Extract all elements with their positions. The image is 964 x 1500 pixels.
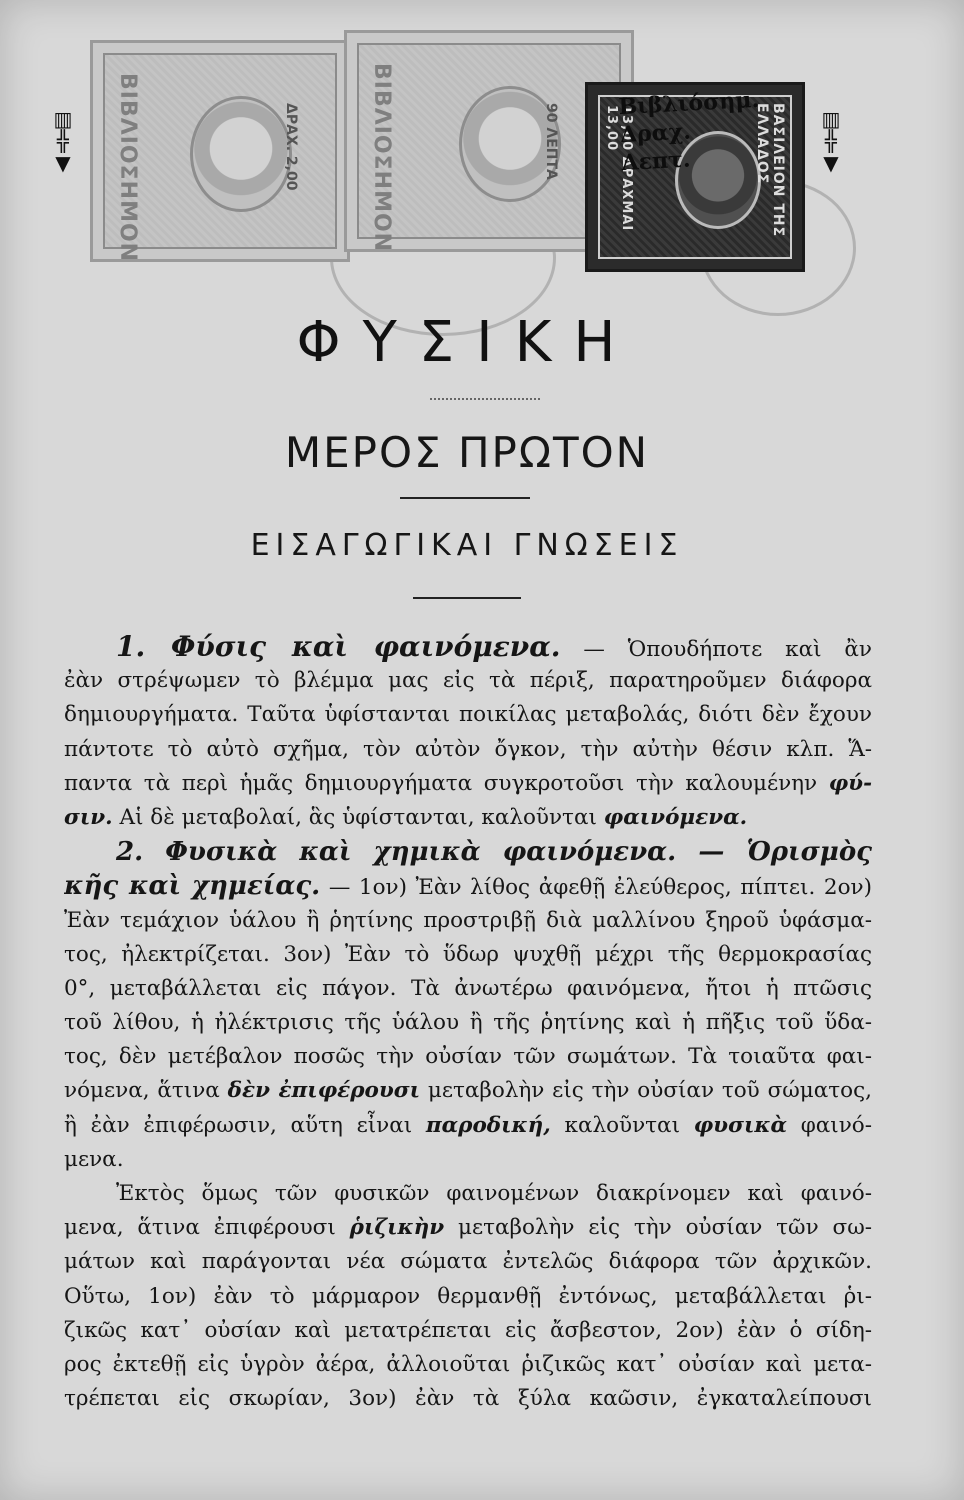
stamp-text: ΒΙΒΛΙΟΣΗΜΟΝ <box>369 63 394 253</box>
text-run: φαινό- <box>800 1112 872 1138</box>
revenue-stamp <box>90 40 350 262</box>
text-line <box>64 835 872 869</box>
text-line: Ἐκτὸς ὅμως τῶν φυσικῶν φαινομένων διακρίνομεν καὶ φαινό- <box>116 1181 872 1206</box>
emphasis: δὲν ἐπιφέρουσι <box>227 1078 421 1104</box>
emphasis: ῥιζικὴν <box>349 1215 445 1241</box>
text-run: μεταβολὴν εἰς τὴν οὐσίαν τοῦ σώματος, <box>427 1078 872 1104</box>
text-run: παντα τὰ περὶ ἡμᾶς δημιουργήματα συγκροτοῦσι τὴν καλουμένην <box>64 770 818 796</box>
text-line <box>64 1109 872 1143</box>
stamp-overprint <box>617 86 760 177</box>
divider <box>400 497 530 499</box>
text-run: — 1ον) Ἐὰν λίθος ἀφεθῇ ἐλεύθερος, πίπτει. 2ον) <box>328 875 872 901</box>
emphasis: φυσικὰ <box>693 1112 788 1138</box>
stamp-text: ΒΑΣΙΛΕΙΟΝ ΤΗΣ ΕΛΛΑΔΟΣ <box>754 103 786 238</box>
text-line <box>64 767 872 801</box>
dotted-divider <box>430 398 540 400</box>
stamp-text: ΒΙΒΛΙΟΣΗΜΟΝ <box>115 73 140 263</box>
text-line <box>64 1074 872 1108</box>
part-heading: ΜΕΡΟΣ ΠΡΩΤΟΝ <box>284 428 650 477</box>
stamp-value: ΔΡΑΧ. 2,00 <box>283 103 299 191</box>
text-line: μάτων καὶ παράγονται νέα σώματα ἐντελῶς διάφορα τῶν ἀρχικῶν. <box>64 1249 872 1275</box>
text-run: — Ὁπουδήποτε καὶ ἂν <box>583 637 872 662</box>
text-line <box>64 1211 872 1245</box>
text-run: καλοῦνται <box>564 1112 681 1138</box>
text-line: 0°, μεταβάλλεται εἰς πάγον. Τὰ ἀνωτέρω φαινόμενα, ἤτοι ἡ πτῶσις <box>64 975 872 1001</box>
text-line: ἐὰν στρέψωμεν τὸ βλέμμα μας εἰς τὰ πέριξ, παρατηροῦμεν διάφορα <box>64 668 872 694</box>
text-line: Ἐὰν τεμάχιον ὑάλου ἢ ῥητίνης προστριβῇ διὰ μαλλίνου ξηροῦ ὑφάσμα- <box>64 907 872 933</box>
left-ornament: ▥ ╬ ▼ <box>53 107 73 175</box>
text-line: τοῦ λίθου, ἡ ἠλέκτρισις τῆς ὑάλου ἢ τῆς ῥητίνης καὶ ἡ πῆξις τοῦ ὕδα- <box>64 1010 872 1036</box>
emphasis: φύ- <box>828 770 872 796</box>
text-line: Οὕτω, 1ον) ἐὰν τὸ μάρμαρον θερμανθῇ ἐντόνως, μεταβάλλεται ῥι- <box>64 1283 872 1309</box>
overprint-line: Λεπτ. <box>620 146 692 177</box>
section-heading: 1. Φύσις καὶ φαινόμενα. <box>116 630 561 663</box>
divider <box>413 597 521 599</box>
text-line: τρέπεται εἰς σκωρίαν, 3ον) ἐὰν τὰ ξύλα καῶσιν, ἐγκαταλείπουσι <box>64 1386 872 1412</box>
stamp-value: 13,00 ΔΡΑΧΜΑΙ 13,00 <box>604 105 634 232</box>
text-line: τος, δὲν μετέβαλον ποσῶς τὴν οὐσίαν τῶν σωμάτων. Τὰ τοιαῦτα φαι- <box>64 1044 872 1070</box>
emphasis: σιν. <box>64 804 113 830</box>
text-line: πάντοτε τὸ αὐτὸ σχῆμα, τὸν αὐτὸν ὄγκον, τὴν αὐτὴν θέσιν κλπ. Ἅ- <box>64 736 872 762</box>
text-run: νόμενα, ἅτινα <box>64 1078 220 1104</box>
text-line <box>64 869 872 903</box>
right-ornament: ▥ ╬ ▼ <box>821 107 841 175</box>
body-text <box>64 630 872 1416</box>
chapter-heading: ΕΙΣΑΓΩΓΙΚΑΙ ΓΝΩΣΕΙΣ <box>250 528 684 563</box>
overprint-line: Δραχ. <box>619 118 692 149</box>
text-line: δημιουργήματα. Ταῦτα ὑφίστανται ποικίλας μεταβολάς, διότι δὲν ἔχουν <box>64 702 872 728</box>
page-title: ΦΥΣΙΚΗ <box>296 310 638 375</box>
overprint-line: Βιβλιόσημ. <box>617 86 760 121</box>
text-line: τος, ἠλεκτρίζεται. 3ον) Ἐὰν τὸ ὕδωρ ψυχθῇ μέχρι τῆς θερμοκρασίας <box>64 941 872 967</box>
emphasis: παροδική, <box>425 1112 551 1138</box>
text-line <box>64 630 872 664</box>
portrait-icon <box>190 96 292 212</box>
text-line <box>64 801 872 835</box>
section-heading: κῆς καὶ χημείας. <box>64 871 321 902</box>
text-line: μενα. <box>64 1146 124 1172</box>
section-heading: 2. Φυσικὰ καὶ χημικὰ φαινόμενα. — Ὁρισμὸς <box>116 837 872 868</box>
text-line: ζικῶς κατ᾿ οὐσίαν καὶ μετατρέπεται εἰς ἄσβεστον, 2ον) ἐὰν ὁ σίδη- <box>64 1317 872 1343</box>
emphasis: φαινόμενα. <box>603 804 748 830</box>
stamp-value: 90 ΛΕΠΤΑ <box>543 103 559 180</box>
text-run: ἢ ἐὰν ἐπιφέρωσιν, αὕτη εἶναι <box>64 1112 413 1138</box>
text-run: μεταβολὴν εἰς τὴν οὐσίαν τῶν σω- <box>458 1215 872 1241</box>
text-run: Αἱ δὲ μεταβολαί, ἃς ὑφίστανται, καλοῦνται <box>119 804 597 830</box>
text-line: ρος ἐκτεθῇ εἰς ὑγρὸν ἀέρα, ἀλλοιοῦται ῥιζικῶς κατ᾿ οὐσίαν καὶ μετα- <box>64 1351 872 1377</box>
text-run: μενα, ἅτινα ἐπιφέρουσι <box>64 1215 336 1241</box>
